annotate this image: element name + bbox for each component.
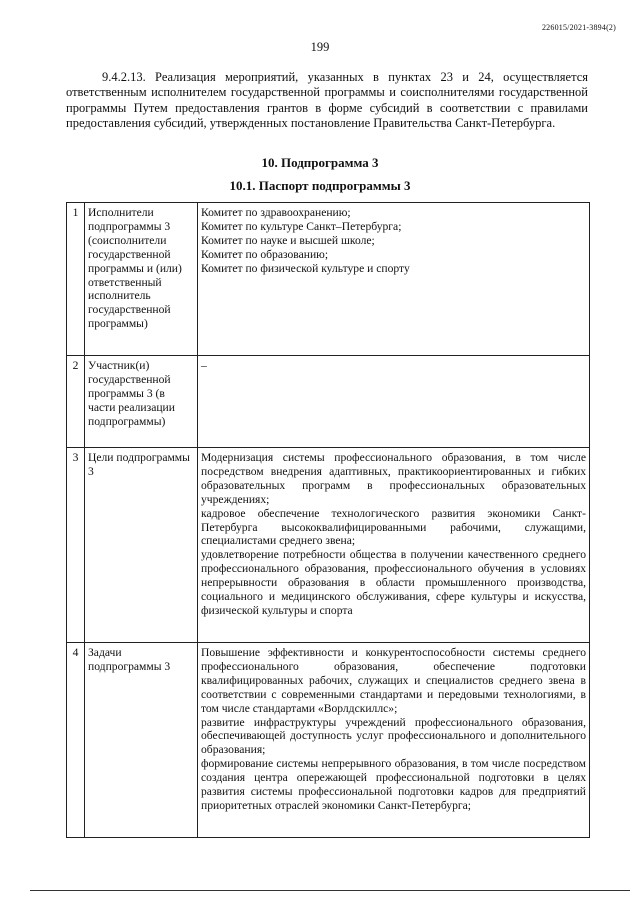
content-line: Комитет по образованию;: [201, 247, 329, 261]
intro-paragraph: 9.4.2.13. Реализация мероприятий, указанных в пунктах 23 и 24, осуществляется ответственным исполнителем государственной программы и соисполнителями государственной программы Путем предоставления грантов в форме субсидий в соответствии с правилами предоставления субсидий, утвержденных постановление Правительства Санкт-Петербурга.: [66, 70, 588, 131]
row-label: Участник(и) государственной программы 3 (в части реализации подпрограммы): [85, 356, 198, 448]
table-row: [67, 448, 590, 643]
section-title: 10. Подпрограмма 3: [261, 155, 379, 170]
content-line: Повышение эффективности и конкурентоспособности системы среднего профессионального образования, обеспечение подготовки квалифицированных рабочих, служащих и специалистов среднего звена в соответствии с современными стандартами и передовыми технологиями, в том числе стандартами «Ворлдскиллс»;: [201, 646, 586, 715]
table-row: [67, 643, 590, 838]
row-number: 3: [67, 448, 85, 643]
content-line: Комитет по науке и высшей школе;: [201, 233, 375, 247]
row-label: Цели подпрограммы 3: [85, 448, 198, 643]
content-line: развитие инфраструктуры учреждений профессионального образования, обеспечивающей доступность услуг профессионального и дополнительного образования;: [201, 715, 586, 757]
row-number: 2: [67, 356, 85, 448]
row-number: 1: [67, 203, 85, 356]
subsection-title: 10.1. Паспорт подпрограммы 3: [229, 178, 411, 193]
content-line: Комитет по физической культуре и спорту: [201, 261, 410, 275]
row-content: [198, 356, 590, 448]
row-content: [198, 448, 590, 643]
row-label: Исполнители подпрограммы 3 (соисполнители государственной программы и (или) ответственный исполнитель государственной программы): [85, 203, 198, 356]
content-line: формирование системы непрерывного образования, в том числе посредством создания центра опережающей профессиональной подготовки в целях развития системы профессиональной подготовки кадров для предприятий приоритетных отраслей экономики Санкт-Петербурга;: [201, 757, 586, 812]
table-row: [67, 203, 590, 356]
document-number: 226015/2021-3894(2): [541, 23, 616, 32]
row-content: [198, 643, 590, 838]
page-number: 199: [310, 40, 330, 54]
row-label: Задачи подпрограммы 3: [85, 643, 198, 838]
page-bottom-rule: [30, 890, 630, 891]
row-number: 4: [67, 643, 85, 838]
content-line: Модернизация системы профессионального образования, в том числе посредством внедрения адаптивных, практикоориентированных и гибких образовательных программ в профессиональных образовательных учреждениях;: [201, 451, 586, 506]
content-line: Комитет по культуре Санкт–Петербурга;: [201, 219, 402, 233]
table-row: [67, 356, 590, 448]
content-line: удовлетворение потребности общества в получении качественного среднего профессионального образования, профессионального обучения в условиях непрерывности образования в области промышленного производства, социального и медицинского обслуживания, сфере культуры и искусства, физической культуры и спорта: [201, 548, 586, 617]
passport-table: [66, 202, 590, 838]
content-line: Комитет по здравоохранению;: [201, 206, 351, 219]
content-line: –: [201, 359, 207, 372]
content-line: кадровое обеспечение технологического развития экономики Санкт-Петербурга высококвалифицированными рабочими, служащими, специалистами среднего звена;: [201, 506, 586, 548]
row-content: [198, 203, 590, 356]
